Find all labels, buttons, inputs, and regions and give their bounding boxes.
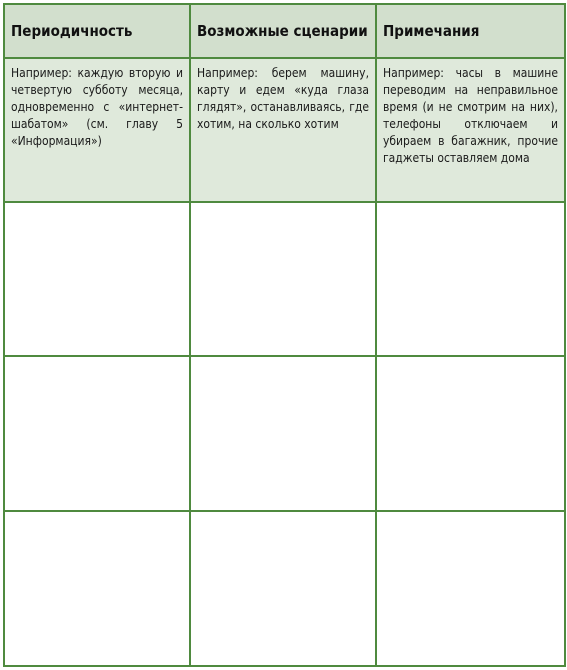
example-row xyxy=(4,58,565,201)
example-scenarios-text: Например: берем машину, карту и едем «куда глаза глядят», останавливаясь, где хотим, на сколько хотим xyxy=(197,66,369,132)
header-periodicity xyxy=(4,4,190,58)
example-periodicity-cell xyxy=(4,58,190,201)
empty-cell[interactable] xyxy=(4,202,190,356)
header-notes xyxy=(376,4,565,58)
example-notes-text: Например: часы в машине переводим на неправильное время (и не смотрим на них), телефоны отключаем и убираем в багажник, прочие гаджеты оставляем дома xyxy=(383,66,558,166)
empty-cell[interactable] xyxy=(4,356,190,510)
empty-cell[interactable] xyxy=(376,511,565,666)
table-row xyxy=(4,356,565,510)
example-periodicity-text: Например: каждую вторую и четвертую субботу месяца, одновременно с «интернет-шабатом» (см. главу 5 «Информация») xyxy=(11,66,183,149)
header-scenarios-label: Возможные сценарии xyxy=(197,22,368,41)
empty-cell[interactable] xyxy=(376,356,565,510)
table-row xyxy=(4,511,565,666)
header-row xyxy=(4,4,565,58)
empty-cell[interactable] xyxy=(376,202,565,356)
empty-cell[interactable] xyxy=(190,202,376,356)
header-scenarios xyxy=(190,4,376,58)
header-periodicity-label: Периодичность xyxy=(11,22,133,41)
empty-cell[interactable] xyxy=(190,356,376,510)
header-notes-label: Примечания xyxy=(383,22,480,41)
table-row xyxy=(4,202,565,356)
planning-table xyxy=(3,3,566,667)
empty-cell[interactable] xyxy=(190,511,376,666)
example-notes-cell xyxy=(376,58,565,201)
example-scenarios-cell xyxy=(190,58,376,201)
empty-cell[interactable] xyxy=(4,511,190,666)
